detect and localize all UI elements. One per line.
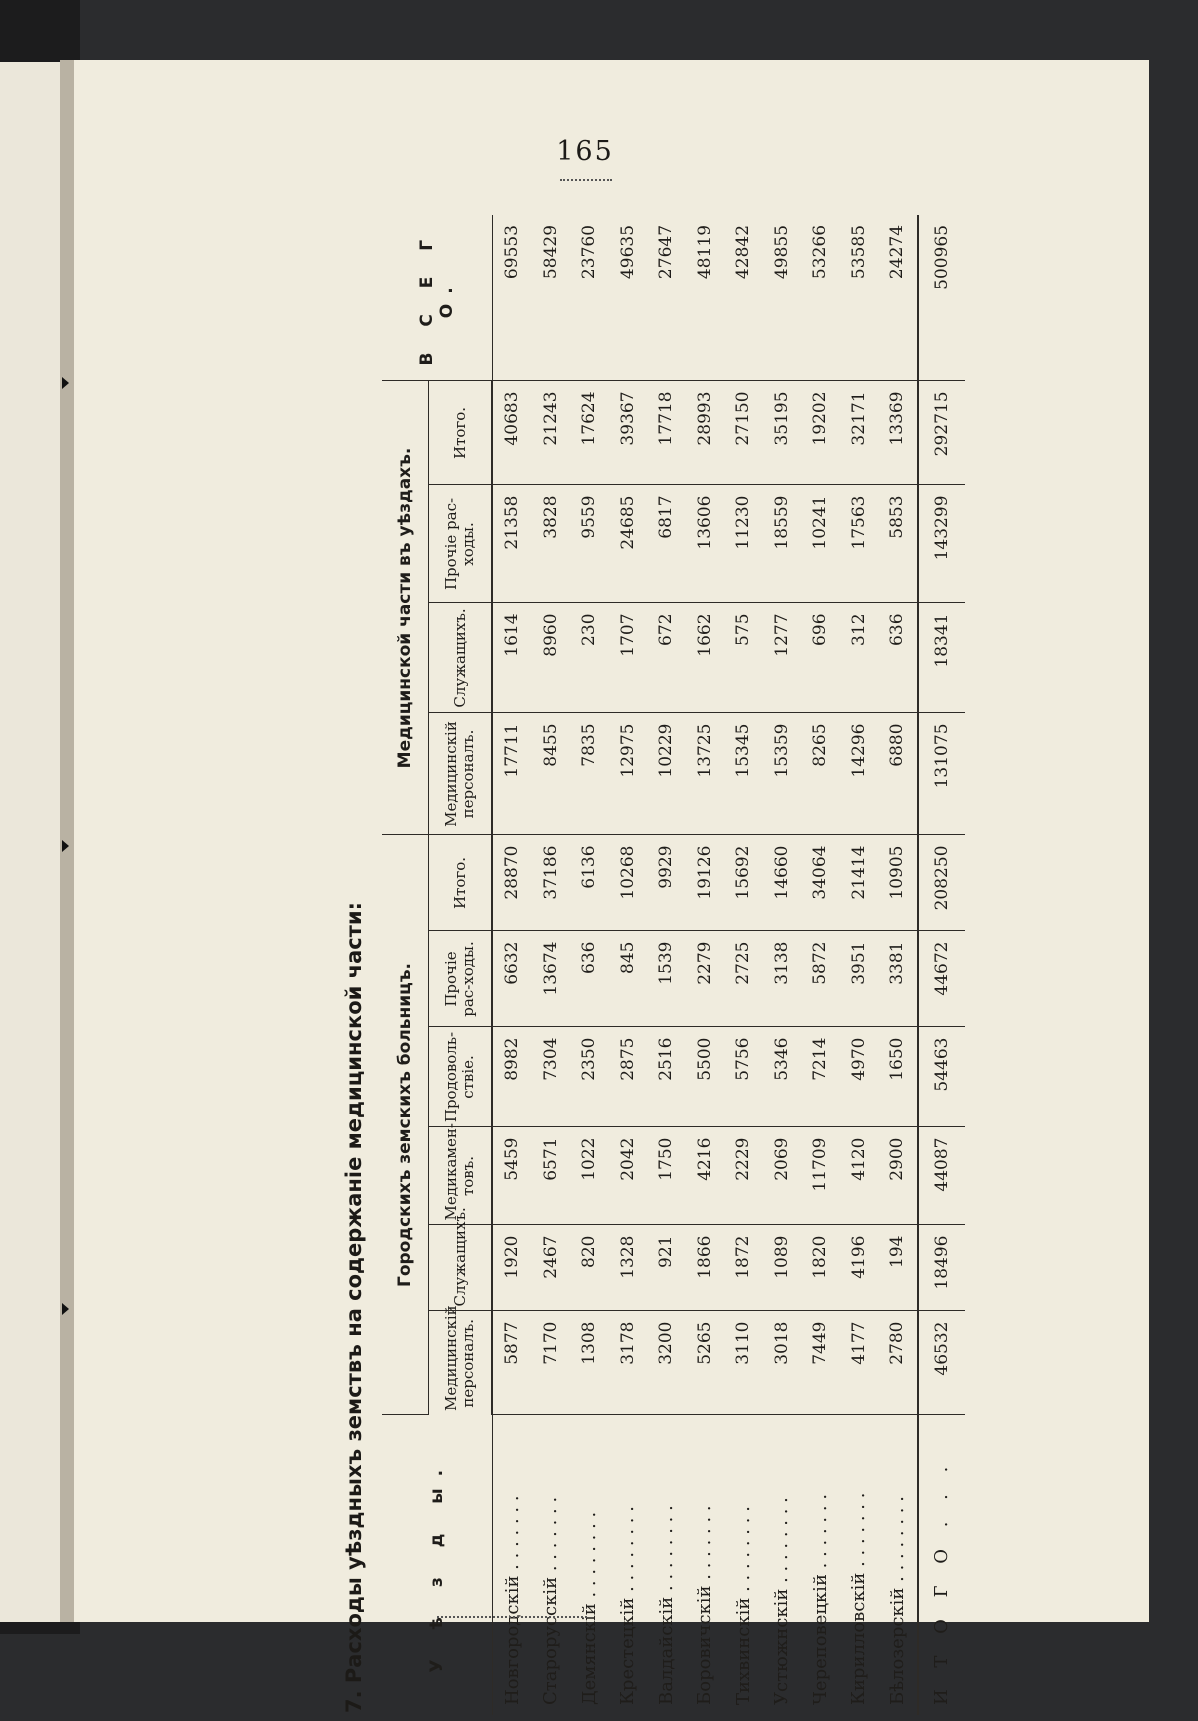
value-cell: 1614: [492, 603, 532, 713]
uezd-name-cell: Тихвинскій . . . . . . . .: [732, 1506, 754, 1705]
value-cell: 292715: [918, 381, 965, 485]
value-cell: 24685: [609, 485, 648, 603]
uezd-name-cell: Устюжнскій . . . . . . . .: [771, 1497, 793, 1705]
value-cell: 13725: [686, 713, 725, 835]
table-row: [570, 215, 609, 1715]
margin-marker: [62, 840, 69, 852]
value-cell: 4120: [840, 1127, 879, 1225]
value-cell: 18559: [763, 485, 802, 603]
expenses-table: [382, 215, 965, 1715]
value-cell: 5346: [763, 1027, 802, 1127]
value-cell: 58429: [532, 215, 571, 381]
value-cell: 6571: [532, 1127, 571, 1225]
value-cell: 7449: [801, 1311, 840, 1415]
value-cell: 1308: [570, 1311, 609, 1415]
value-cell: 1820: [801, 1225, 840, 1311]
value-cell: 17718: [647, 381, 686, 485]
value-cell: 6632: [492, 931, 532, 1027]
value-cell: 10268: [609, 835, 648, 931]
value-cell: 11230: [724, 485, 763, 603]
value-cell: 3138: [763, 931, 802, 1027]
value-cell: 49635: [609, 215, 648, 381]
value-cell: 3178: [609, 1311, 648, 1415]
value-cell: 696: [801, 603, 840, 713]
value-cell: 1920: [492, 1225, 532, 1311]
value-cell: 39367: [609, 381, 648, 485]
col-header-hosp-other: Прочіе рас-ходы.: [429, 931, 493, 1027]
value-cell: 15359: [763, 713, 802, 835]
value-cell: 2069: [763, 1127, 802, 1225]
value-cell: 69553: [492, 215, 532, 381]
table-row: [724, 215, 763, 1715]
uezd-name-cell: Демянскій . . . . . . . .: [578, 1511, 600, 1705]
hospitals-group-header: Городскихъ земскихъ больницъ.: [382, 835, 429, 1415]
value-cell: 1650: [878, 1027, 918, 1127]
value-cell: 19126: [686, 835, 725, 931]
value-cell: 17624: [570, 381, 609, 485]
value-cell: 2875: [609, 1027, 648, 1127]
value-cell: 1539: [647, 931, 686, 1027]
value-cell: 2900: [878, 1127, 918, 1225]
table-row: [647, 215, 686, 1715]
previous-page-edge: [0, 62, 63, 1622]
value-cell: 2516: [647, 1027, 686, 1127]
value-cell: 18341: [918, 603, 965, 713]
value-cell: 7304: [532, 1027, 571, 1127]
value-cell: 28870: [492, 835, 532, 931]
value-cell: 53266: [801, 215, 840, 381]
uezd-name-cell: Кирилловскій . . . . . . .: [848, 1492, 870, 1705]
value-cell: 143299: [918, 485, 965, 603]
table-row: [840, 215, 879, 1715]
value-cell: 10241: [801, 485, 840, 603]
value-cell: 575: [724, 603, 763, 713]
value-cell: 8982: [492, 1027, 532, 1127]
col-header-hosp-servants: Служащихъ.: [429, 1225, 493, 1311]
value-cell: 17563: [840, 485, 879, 603]
uezd-name-cell: Бѣлозерскій . . . . . . . .: [886, 1496, 908, 1705]
value-cell: 194: [878, 1225, 918, 1311]
value-cell: 672: [647, 603, 686, 713]
margin-marker: [62, 1303, 69, 1315]
value-cell: 9559: [570, 485, 609, 603]
value-cell: 24274: [878, 215, 918, 381]
col-header-hosp-personnel: Медицинскій персоналъ.: [429, 1311, 493, 1415]
value-cell: 8455: [532, 713, 571, 835]
value-cell: 5265: [686, 1311, 725, 1415]
col-header-med-servants: Служащихъ.: [429, 603, 493, 713]
value-cell: 27150: [724, 381, 763, 485]
value-cell: 2350: [570, 1027, 609, 1127]
value-cell: 6880: [878, 713, 918, 835]
value-cell: 2042: [609, 1127, 648, 1225]
value-cell: 5877: [492, 1311, 532, 1415]
uezd-name-cell: Валдайскій . . . . . . . .: [655, 1505, 677, 1705]
value-cell: 23760: [570, 215, 609, 381]
uezd-name-cell: И Т О Г О . . .: [918, 1415, 965, 1715]
medical-group-header: Медицинской части въ уѣздахъ.: [382, 381, 429, 835]
value-cell: 3200: [647, 1311, 686, 1415]
col-header-med-other: Прочіе рас-ходы.: [429, 485, 493, 603]
value-cell: 3018: [763, 1311, 802, 1415]
uezd-column-header: У ѣ з д ы.: [382, 1415, 492, 1715]
value-cell: 6817: [647, 485, 686, 603]
value-cell: 7835: [570, 713, 609, 835]
value-cell: 3828: [532, 485, 571, 603]
bottom-ornament: [437, 1610, 587, 1618]
value-cell: 921: [647, 1225, 686, 1311]
uezd-name-cell: Новгородскій . . . . . . .: [501, 1495, 523, 1705]
value-cell: 44672: [918, 931, 965, 1027]
value-cell: 15692: [724, 835, 763, 931]
value-cell: 21358: [492, 485, 532, 603]
value-cell: 12975: [609, 713, 648, 835]
value-cell: 49855: [763, 215, 802, 381]
value-cell: 8265: [801, 713, 840, 835]
table-row: [492, 215, 532, 1715]
table-title: 7. Расходы уѣздныхъ земствъ на содержаніе медицинской части:: [342, 902, 366, 1713]
value-cell: 845: [609, 931, 648, 1027]
value-cell: 5872: [801, 931, 840, 1027]
value-cell: 21243: [532, 381, 571, 485]
uezd-name-cell: Боровичскій . . . . . . .: [694, 1505, 716, 1705]
value-cell: 37186: [532, 835, 571, 931]
value-cell: 5500: [686, 1027, 725, 1127]
total-row: [918, 215, 965, 1715]
value-cell: 17711: [492, 713, 532, 835]
value-cell: 28993: [686, 381, 725, 485]
uezd-name-cell: Крестецкій . . . . . . . .: [617, 1506, 639, 1705]
value-cell: 13369: [878, 381, 918, 485]
value-cell: 2780: [878, 1311, 918, 1415]
value-cell: 1328: [609, 1225, 648, 1311]
col-header-med-personnel: Медицинскій персоналъ.: [429, 713, 493, 835]
value-cell: 19202: [801, 381, 840, 485]
col-header-hosp-food: Продоволь-ствіе.: [429, 1027, 493, 1127]
col-header-hosp-total: Итого.: [429, 835, 493, 931]
value-cell: 312: [840, 603, 879, 713]
value-cell: 5756: [724, 1027, 763, 1127]
table-row: [686, 215, 725, 1715]
value-cell: 53585: [840, 215, 879, 381]
col-header-med-total: Итого.: [429, 381, 493, 485]
value-cell: 46532: [918, 1311, 965, 1415]
col-header-hosp-medicines: Медикамен-товъ.: [429, 1127, 493, 1225]
value-cell: 44087: [918, 1127, 965, 1225]
uezd-name-cell: Череповецкій . . . . . . .: [809, 1493, 831, 1705]
value-cell: 14296: [840, 713, 879, 835]
value-cell: 1750: [647, 1127, 686, 1225]
book-page: [74, 60, 1149, 1713]
value-cell: 35195: [763, 381, 802, 485]
value-cell: 34064: [801, 835, 840, 931]
value-cell: 1707: [609, 603, 648, 713]
value-cell: 4177: [840, 1311, 879, 1415]
value-cell: 131075: [918, 713, 965, 835]
value-cell: 820: [570, 1225, 609, 1311]
value-cell: 3951: [840, 931, 879, 1027]
value-cell: 2467: [532, 1225, 571, 1311]
value-cell: 636: [570, 931, 609, 1027]
value-cell: 230: [570, 603, 609, 713]
total-column-header: В С Е Г О.: [382, 215, 492, 381]
value-cell: 2725: [724, 931, 763, 1027]
value-cell: 11709: [801, 1127, 840, 1225]
rotated-table-block: [334, 151, 1094, 1721]
table-row: [878, 215, 918, 1715]
table-row: [532, 215, 571, 1715]
value-cell: 2229: [724, 1127, 763, 1225]
value-cell: 3381: [878, 931, 918, 1027]
value-cell: 1872: [724, 1225, 763, 1311]
value-cell: 5853: [878, 485, 918, 603]
value-cell: 40683: [492, 381, 532, 485]
value-cell: 32171: [840, 381, 879, 485]
value-cell: 3110: [724, 1311, 763, 1415]
value-cell: 48119: [686, 215, 725, 381]
margin-marker: [62, 377, 69, 389]
value-cell: 18496: [918, 1225, 965, 1311]
value-cell: 7214: [801, 1027, 840, 1127]
value-cell: 4970: [840, 1027, 879, 1127]
value-cell: 21414: [840, 835, 879, 931]
uezd-name-cell: Старорусскій . . . . . . .: [540, 1496, 562, 1705]
page-number: 165: [556, 136, 614, 167]
value-cell: 9929: [647, 835, 686, 931]
group-header-row: [382, 215, 429, 1715]
value-cell: 1277: [763, 603, 802, 713]
value-cell: 1022: [570, 1127, 609, 1225]
value-cell: 10905: [878, 835, 918, 931]
value-cell: 7170: [532, 1311, 571, 1415]
value-cell: 1866: [686, 1225, 725, 1311]
table-row: [609, 215, 648, 1715]
value-cell: 13674: [532, 931, 571, 1027]
table-row: [801, 215, 840, 1715]
value-cell: 8960: [532, 603, 571, 713]
value-cell: 4216: [686, 1127, 725, 1225]
value-cell: 10229: [647, 713, 686, 835]
value-cell: 6136: [570, 835, 609, 931]
value-cell: 1089: [763, 1225, 802, 1311]
value-cell: 14660: [763, 835, 802, 931]
value-cell: 1662: [686, 603, 725, 713]
value-cell: 4196: [840, 1225, 879, 1311]
value-cell: 27647: [647, 215, 686, 381]
table-row: [763, 215, 802, 1715]
value-cell: 15345: [724, 713, 763, 835]
value-cell: 13606: [686, 485, 725, 603]
value-cell: 636: [878, 603, 918, 713]
value-cell: 208250: [918, 835, 965, 931]
value-cell: 500965: [918, 215, 965, 381]
value-cell: 5459: [492, 1127, 532, 1225]
table-body: [492, 215, 965, 1715]
value-cell: 54463: [918, 1027, 965, 1127]
value-cell: 2279: [686, 931, 725, 1027]
value-cell: 42842: [724, 215, 763, 381]
